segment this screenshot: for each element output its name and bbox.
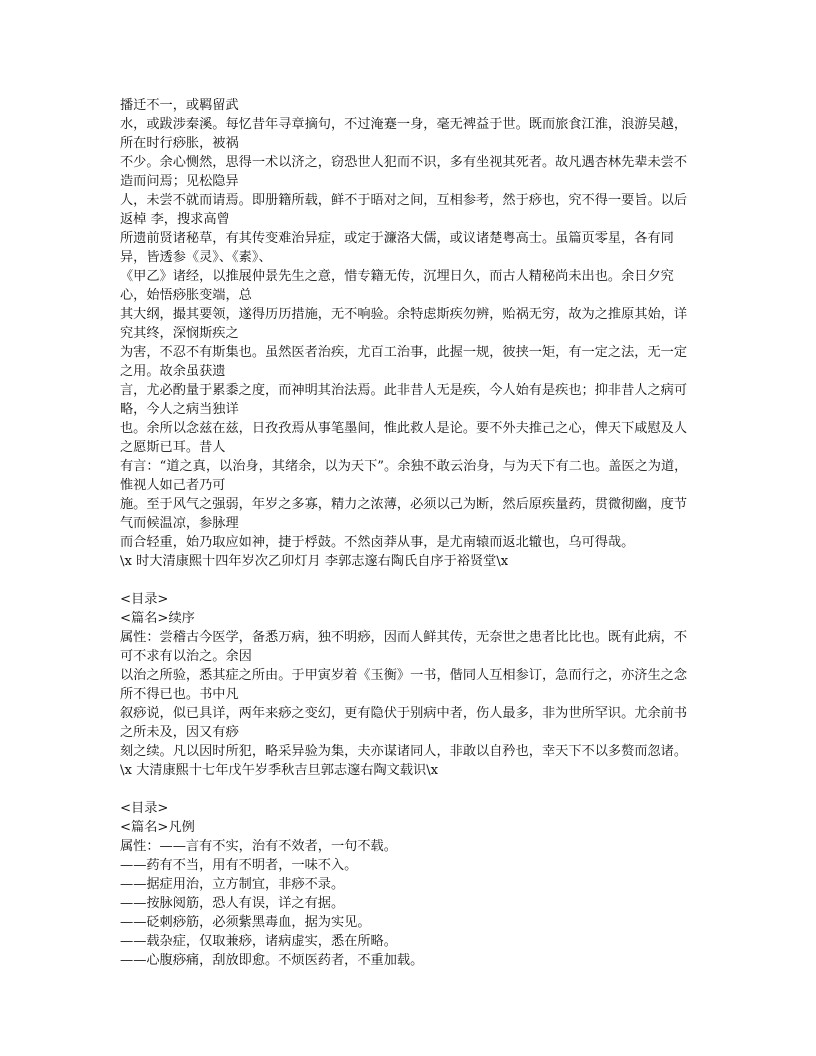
text-line: 为害，不忍不有斯集也。虽然医者治疾，尤百工治事，此握一规，彼挟一矩，有一定之法，无一定之用。故余虽获遗 [120,345,688,379]
list-item: 属性：——言有不实，治有不效者，一句不载。 [120,839,397,854]
text-line: 其大纲，撮其要领，遂得历历措施，无不响验。余特虑斯疾勿辨，贻祸无穷，故为之推原其始，详究其终，深悯斯疾之 [120,307,688,341]
section-fanli [120,799,700,970]
section-xu [120,590,700,780]
section-signature: \x 大清康熙十七年戊午岁季秋吉旦郭志邃右陶文载识\x [120,763,439,778]
text-line: 言，尤必酌量于累黍之度，而神明其治法焉。此非昔人无是疾，今人始有是疾也；抑非昔人之病可略，今人之病当独详 [120,383,688,417]
preface-paragraph [120,96,700,571]
text-line: 刻之续。凡以因时所犯，略采异验为集，夫亦谋诸同人，非敢以自矜也，幸天下不以多赘而忽诸。 [120,744,688,759]
text-line: 叙痧说，似已具详，两年来痧之变幻，更有隐伏于别病中者，伤人最多，非为世所罕识。尤余前书之所未及，因又有痧 [120,706,688,740]
section-gap [120,571,700,590]
text-line: 有言：“道之真，以治身，其绪余，以为天下”。余独不敢云治身，与为天下有二也。盖医之为道，惟视人如己者乃可 [120,459,688,493]
list-item: ——心腹痧痛，刮放即愈。不烦医药者，不重加载。 [120,953,424,968]
text-line: 水，或跋涉秦溪。每忆昔年寻章摘句，不过淹蹇一身，毫无裨益于世。既而旅食江淮，浪游吴越，所在时行痧胀，被祸 [120,117,688,151]
catalog-tag: <目录> [120,592,169,607]
text-line: 不少。余心恻然，思得一术以济之，窃恐世人犯而不识，多有坐视其死者。故凡遇杏林先辈未尝不造而问焉；见松隐异 [120,155,688,189]
section-title: <篇名>凡例 [120,820,195,835]
section-title: <篇名>续序 [120,611,195,626]
section-gap [120,780,700,799]
text-line: 也。余所以念兹在兹，日孜孜焉从事笔墨间，惟此救人是论。要不外夫推己之心，俾天下咸慰及人之愿斯已耳。昔人 [120,421,688,455]
text-line: 《甲乙》诸经，以推展仲景先生之意，惜专籍无传，沉埋日久，而古人精秘尚未出也。余日夕究心，始悟痧胀变端，总 [120,269,674,303]
list-item: ——砭刺痧筋，必须紫黑毒血，据为实见。 [120,915,371,930]
text-line: 施。至于风气之强弱，年岁之多寡，精力之浓薄，必须以己为断，然后原疾量药，贯微彻幽，度节气而候温凉，参脉理 [120,497,688,531]
text-line: 而合轻重，始乃取应如神，捷于桴鼓。不然卤莽从事，是尤南辕而返北辙也，乌可得哉。 [120,535,635,550]
list-item: ——按脉阅筋，恐人有误，详之有据。 [120,896,345,911]
list-item: ——药有不当，用有不明者，一味不入。 [120,858,358,873]
text-line: 所遗前贤诸秘草，有其传变难治异症，或定于濂洛大儒，或议诸楚粤高士。虽篇页零星，各有同异，皆透参《灵》、《素》、 [120,231,674,265]
text-line: 人，未尝不就而请焉。即册籍所载，鲜不于晤对之间，互相参考，然于痧也，究不得一要旨。以后返棹 李，搜求高曾 [120,193,688,227]
list-item: ——载杂症，仅取兼痧，诸病虚实，悉在所略。 [120,934,397,949]
list-item: ——据症用治，立方制宜，非痧不录。 [120,877,345,892]
text-line: 播迁不一，或羁留武 [120,98,239,113]
text-line: 以治之所验，悉其症之所由。于甲寅岁着《玉衡》一书，偕同人互相参订，急而行之，亦济生之念所不得已也。书中凡 [120,668,688,702]
document-page [120,96,700,970]
text-line: 属性：尝稽古今医学，备悉万病，独不明痧，因而人鲜其传，无奈世之患者比比也。既有此病，不可不求有以治之。余因 [120,630,688,664]
preface-signature: \x 时大清康熙十四年岁次乙卯灯月 李郭志邃右陶氏自序于裕贤堂\x [120,554,509,569]
catalog-tag: <目录> [120,801,169,816]
